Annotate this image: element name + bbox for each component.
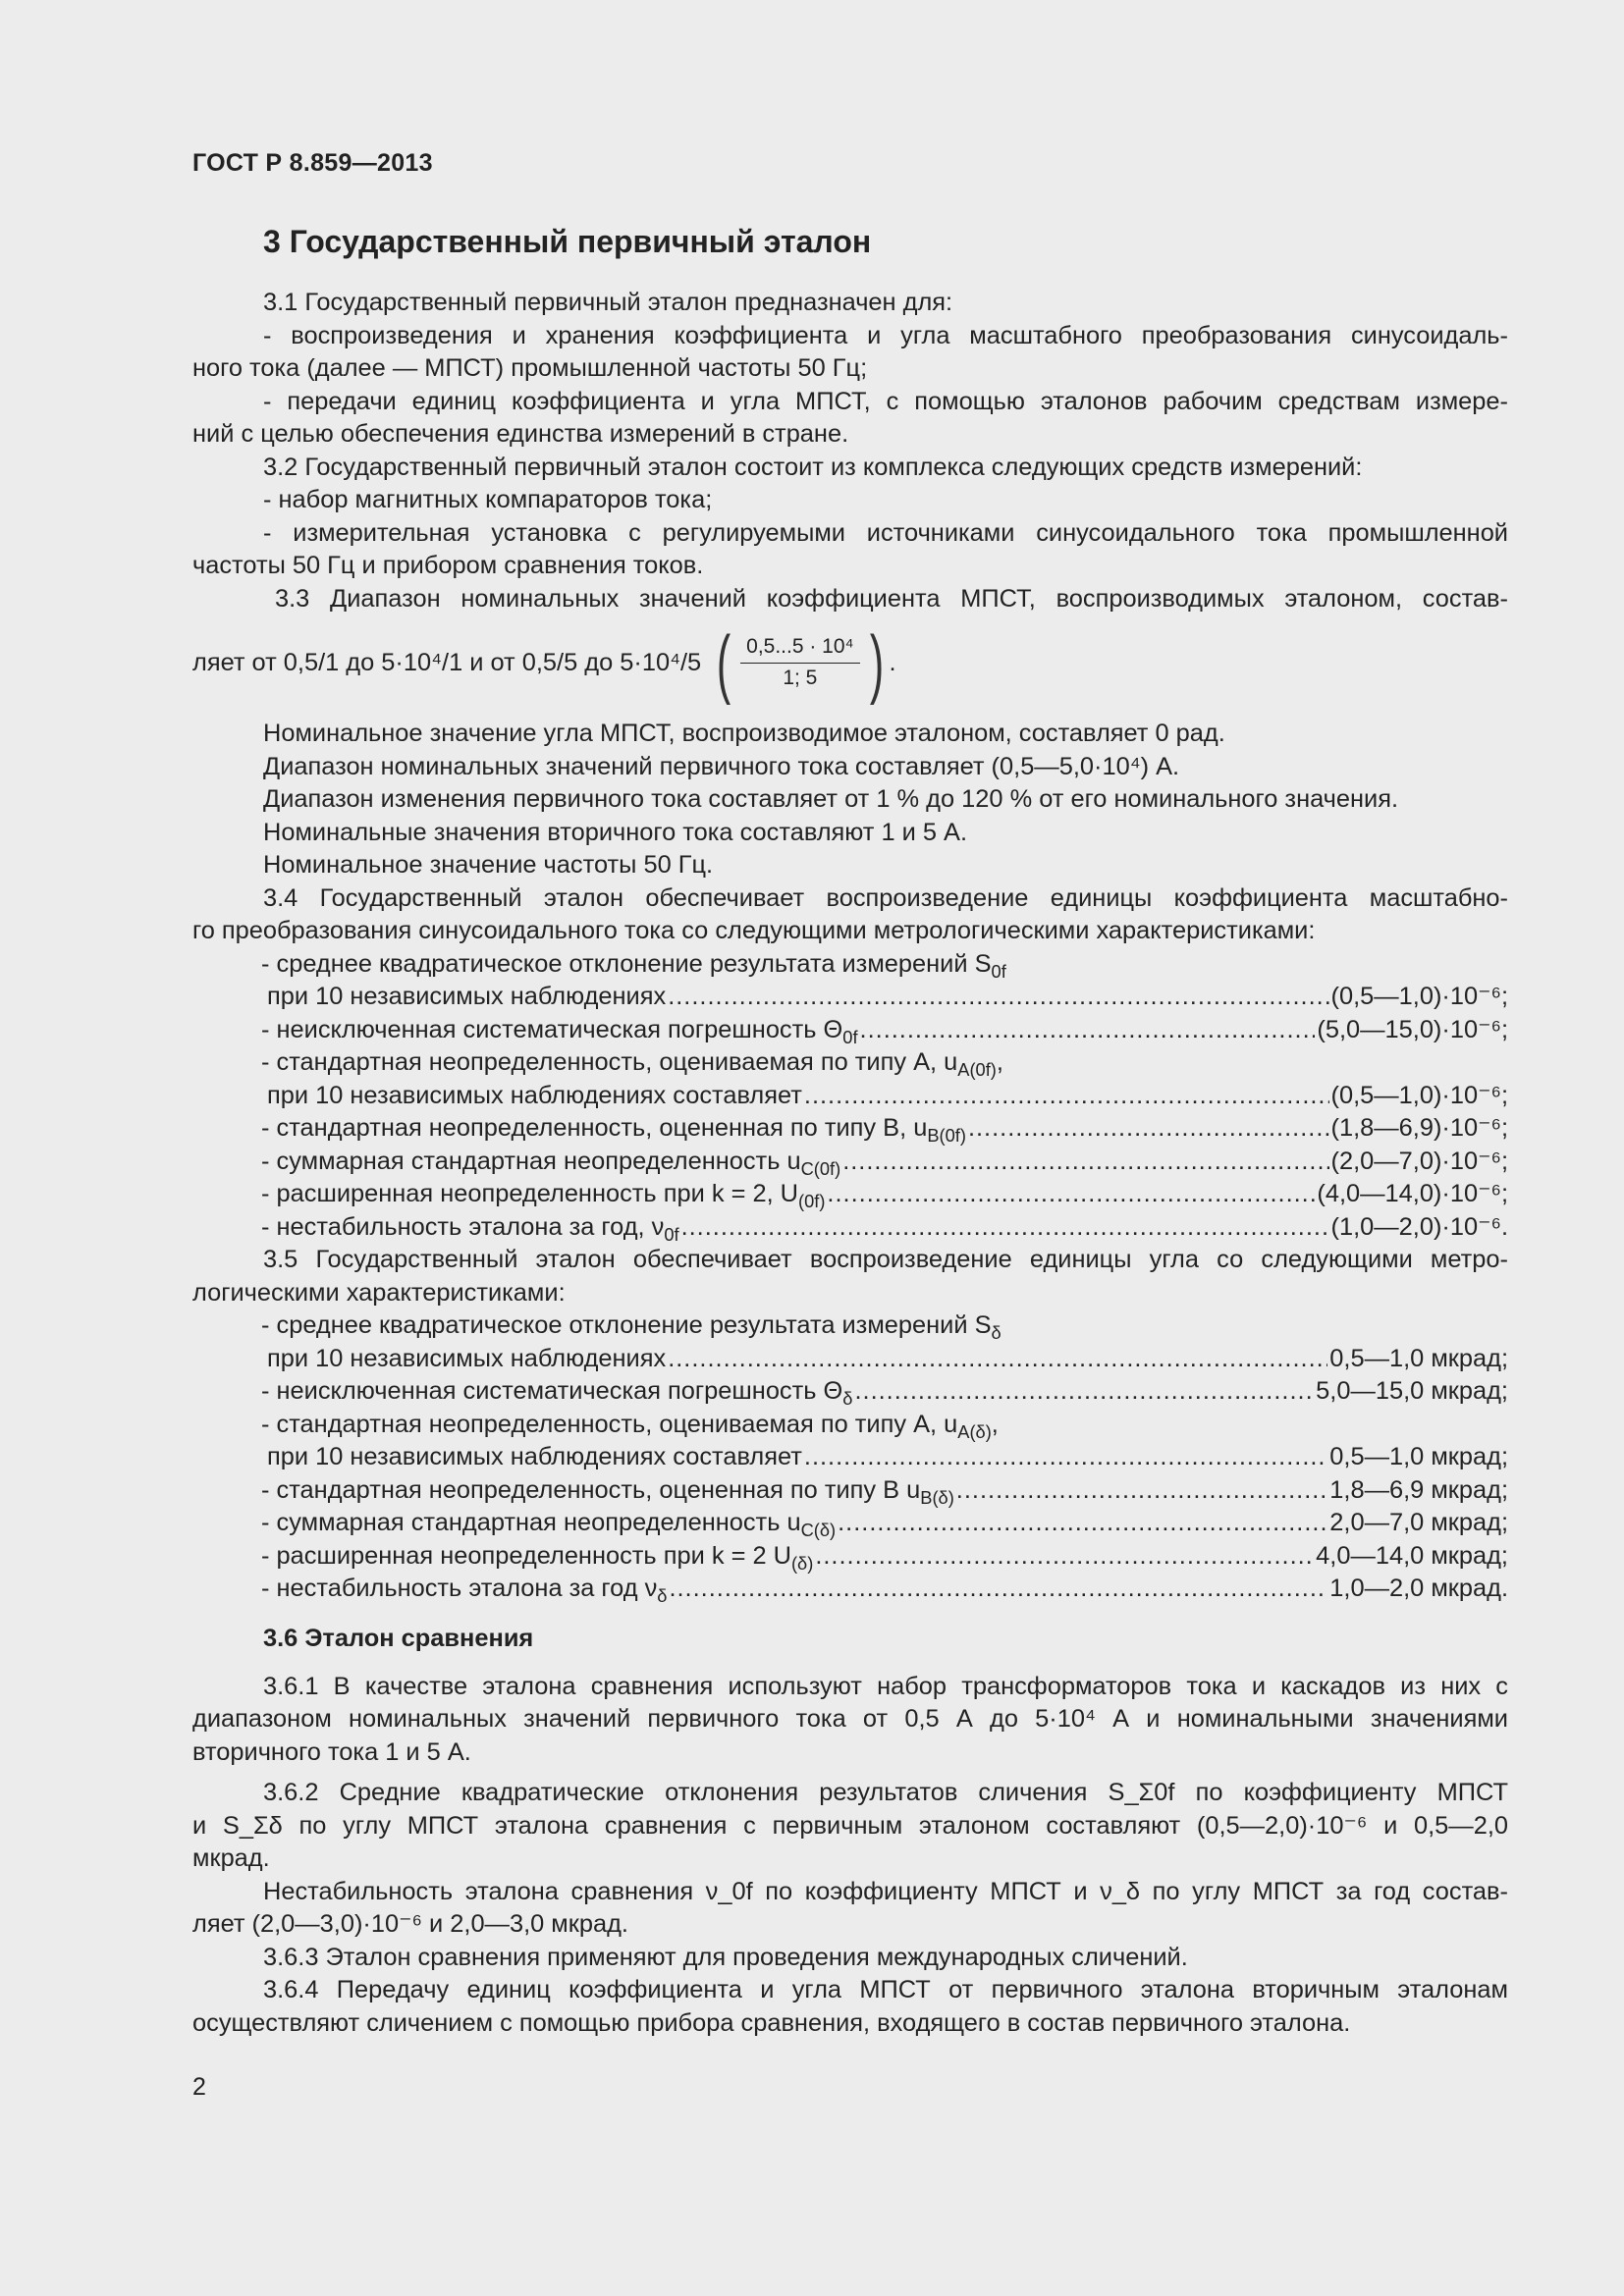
paragraph-3-5: 3.5 Государственный эталон обеспечивает воспроизведение единицы угла со следующими метро- xyxy=(263,1246,1508,1273)
paragraph-3-3: 3.3 Диапазон номинальных значений коэффициента МПСТ, воспроизводимых эталоном, состав- xyxy=(275,584,1508,613)
text-line: Нестабильность эталона сравнения ν_0f по коэффициенту МПСТ и ν_δ по углу МПСТ за год состав- xyxy=(263,1877,1508,1905)
text-line: Диапазон изменения первичного тока составляет от 1 % до 120 % от его номинального значения. xyxy=(263,785,1399,813)
text-line: - измерительная установка с регулируемыми источниками синусоидального тока промышленной xyxy=(263,518,1508,547)
angle-item: - суммарная стандартная неопределенность $u_{C(\delta)}$ ..... 2,0—7,0 мкрад; xyxy=(192,1507,1508,1540)
coef-item: - среднее квадратическое отклонение результата измерений $S_{0f}$ xyxy=(261,949,1006,982)
coef-item: - стандартная неопределенность, оцениваемая по типу А, $u_{A(0f)}$, xyxy=(261,1048,1003,1081)
text-line: - набор магнитных компараторов тока; xyxy=(263,486,713,513)
fraction-numerator: 0,5...5 · 10⁴ xyxy=(740,635,859,664)
paragraph-3-1: 3.1 Государственный первичный эталон предназначен для: xyxy=(263,289,953,316)
coef-item: - неисключенная систематическая погрешность $\Theta_{0f}$ ..... (5,0—15,0)·10⁻⁶; xyxy=(192,1014,1508,1047)
text-line: частоты 50 Гц и прибором сравнения токов. xyxy=(192,552,704,579)
coef-item: - суммарная стандартная неопределенность $u_{C(0f)}$ ..... (2,0—7,0)·10⁻⁶; xyxy=(192,1146,1508,1179)
text-line: Номинальные значения вторичного тока составляют 1 и 5 А. xyxy=(263,818,968,846)
text-line: ляет (2,0—3,0)·10⁻⁶ и 2,0—3,0 мкрад. xyxy=(192,1910,628,1938)
angle-item: при 10 независимых наблюдениях составляет ..... 0,5—1,0 мкрад; xyxy=(192,1441,1508,1474)
coef-item: - стандартная неопределенность, оцененная по типу В, $u_{B(0f)}$ ..... (1,8—6,9)·10⁻⁶; xyxy=(192,1112,1508,1146)
right-paren-icon: ) xyxy=(869,619,884,706)
ratio-range-formula xyxy=(192,615,1508,710)
angle-item: при 10 независимых наблюдениях ..... 0,5—1,0 мкрад; xyxy=(192,1343,1508,1376)
left-paren-icon: ( xyxy=(717,619,731,706)
text-line: вторичного тока 1 и 5 А. xyxy=(192,1737,471,1766)
formula-text: ляет от 0,5/1 до 5·10⁴/1 и от 0,5/5 до 5·10⁴/5 xyxy=(192,648,702,676)
coef-item: - расширенная неопределенность при k = 2, $U_{(0f)}$ ..... (4,0—14,0)·10⁻⁶; xyxy=(192,1178,1508,1211)
coef-item: при 10 независимых наблюдениях составляет ..... (0,5—1,0)·10⁻⁶; xyxy=(192,1080,1508,1113)
subsection-title: 3.6 Эталон сравнения xyxy=(263,1624,534,1652)
angle-item: - среднее квадратическое отклонение результата измерений $S_\delta$ xyxy=(261,1311,1001,1344)
paragraph-3-6-3: 3.6.3 Эталон сравнения применяют для проведения международных сличений. xyxy=(263,1943,1188,1971)
coef-item: при 10 независимых наблюдениях ..... (0,5—1,0)·10⁻⁶; xyxy=(192,981,1508,1014)
page-number: 2 xyxy=(192,2073,206,2101)
angle-item: - стандартная неопределенность, оцениваемая по типу А, $u_{A(\delta)}$, xyxy=(261,1410,999,1442)
angle-item: - неисключенная систематическая погрешность $\Theta_\delta$ ..... 5,0—15,0 мкрад; xyxy=(192,1375,1508,1409)
paragraph-3-6-1: 3.6.1 В качестве эталона сравнения используют набор трансформаторов тока и каскадов из них с xyxy=(263,1672,1508,1700)
section-title: 3 Государственный первичный эталон xyxy=(263,224,872,259)
fraction-group xyxy=(711,619,889,706)
text-line: и S_Σδ по углу МПСТ эталона сравнения с первичным эталоном составляют (0,5—2,0)·10⁻⁶ и 0,5—2,0 xyxy=(192,1811,1508,1840)
angle-item: - нестабильность эталона за год $\nu_\delta$ ..... 1,0—2,0 мкрад. xyxy=(192,1573,1508,1606)
angle-item: - стандартная неопределенность, оцененная по типу В $u_{B(\delta)}$ ..... 1,8—6,9 мкрад; xyxy=(192,1474,1508,1508)
formula-tail: . xyxy=(889,648,896,676)
paragraph-3-6-4: 3.6.4 Передачу единиц коэффициента и угла МПСТ от первичного эталона вторичным эталонам xyxy=(263,1976,1508,2003)
text-line: логическими характеристиками: xyxy=(192,1278,566,1307)
text-line: Диапазон номинальных значений первичного тока составляет (0,5—5,0·10⁴) А. xyxy=(263,752,1180,780)
text-line: ного тока (далее — МПСТ) промышленной частоты 50 Гц; xyxy=(192,354,868,382)
text-line: Номинальное значение угла МПСТ, воспроизводимое эталоном, составляет 0 рад. xyxy=(263,720,1225,747)
text-line: го преобразования синусоидального тока со следующими метрологическими характеристиками: xyxy=(192,917,1316,944)
coef-item: - нестабильность эталона за год, $\nu_{0f}$ ..... (1,0—2,0)·10⁻⁶. xyxy=(192,1211,1508,1245)
paragraph-3-4: 3.4 Государственный эталон обеспечивает воспроизведение единицы коэффициента масштабно- xyxy=(263,883,1508,912)
paragraph-3-2: 3.2 Государственный первичный эталон состоит из комплекса следующих средств измерений: xyxy=(263,453,1363,481)
text-line: диапазоном номинальных значений первичного тока от 0,5 А до 5·10⁴ А и номинальными значениями xyxy=(192,1705,1508,1733)
document-body xyxy=(192,287,1508,2040)
standard-header: ГОСТ Р 8.859—2013 xyxy=(192,149,433,177)
fraction xyxy=(740,635,859,690)
text-line: осуществляют сличением с помощью прибора сравнения, входящего в состав первичного эталона. xyxy=(192,2008,1351,2037)
fraction-denominator: 1; 5 xyxy=(783,667,818,689)
text-line: - воспроизведения и хранения коэффициента и угла масштабного преобразования синусоидаль- xyxy=(263,321,1508,349)
text-line: Номинальное значение частоты 50 Гц. xyxy=(263,851,714,879)
angle-item: - расширенная неопределенность при k = 2 $U_{(\delta)}$ ..... 4,0—14,0 мкрад; xyxy=(192,1540,1508,1574)
paragraph-3-6-2: 3.6.2 Средние квадратические отклонения результатов сличения S_Σ0f по коэффициенту МПСТ xyxy=(263,1779,1508,1806)
text-line: ний с целью обеспечения единства измерений в стране. xyxy=(192,420,849,448)
text-line: мкрад. xyxy=(192,1844,270,1872)
text-line: - передачи единиц коэффициента и угла МПСТ, с помощью эталонов рабочим средствам измере- xyxy=(263,387,1508,415)
